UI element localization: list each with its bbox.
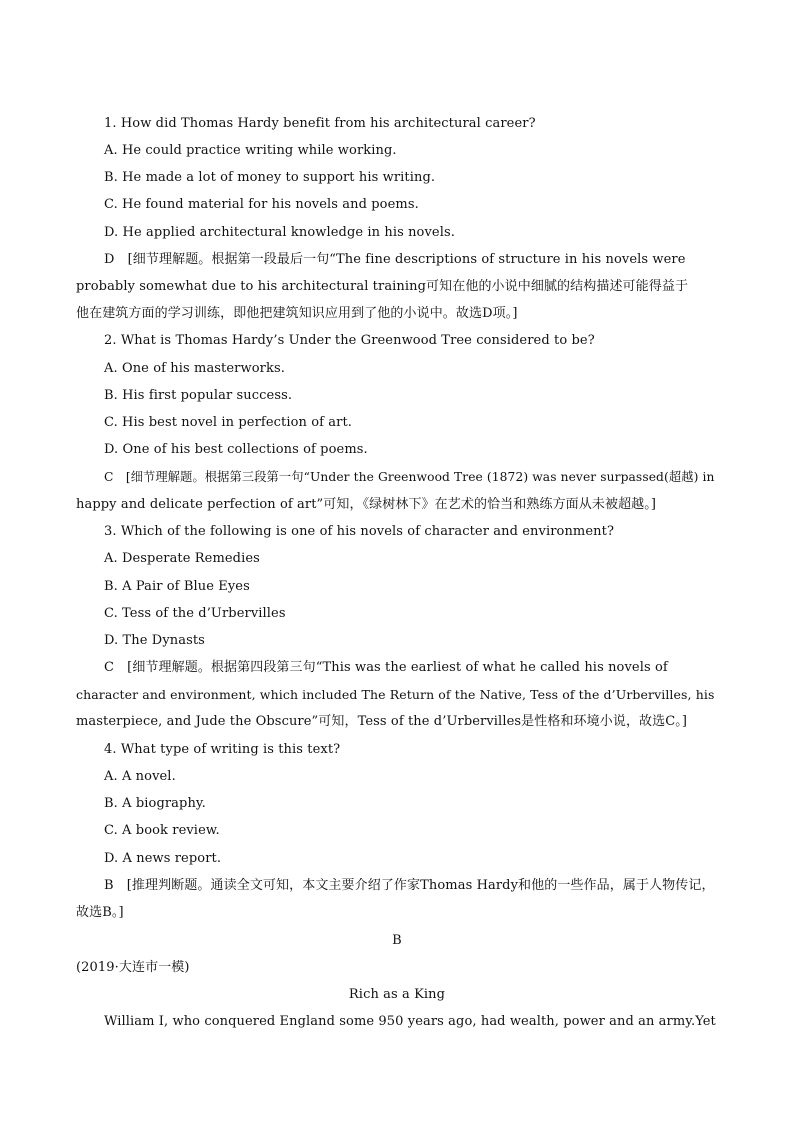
question-1-option-c: C. He found material for his novels and poems. (104, 197, 419, 212)
question-4-answer-line-2: 故选B。] (76, 905, 124, 920)
question-3-option-b: B. A Pair of Blue Eyes (104, 579, 250, 594)
question-2-stem: 2. What is Thomas Hardy’s Under the Greenwood Tree considered to be? (104, 333, 595, 348)
passage-source: (2019·大连市一模) (76, 960, 190, 975)
question-3-option-d: D. The Dynasts (104, 633, 205, 648)
question-1-stem: 1. How did Thomas Hardy benefit from his architectural career? (104, 116, 536, 131)
passage-title: Rich as a King (348, 987, 446, 1002)
section-label: B (392, 933, 402, 948)
question-4-option-b: B. A biography. (104, 796, 206, 811)
question-1-option-b: B. He made a lot of money to support his writing. (104, 170, 436, 185)
question-3-answer-line-2: character and environment, which included The Return of the Native, Tess of the d’Urbervilles, his (76, 687, 715, 702)
question-2-option-c: C. His best novel in perfection of art. (104, 415, 352, 430)
passage-first-line: William Ⅰ, who conquered England some 950 years ago, had wealth, power and an army.Yet (104, 1014, 716, 1029)
question-3-option-c: C. Tess of the d’Urbervilles (104, 606, 286, 621)
question-4-stem: 4. What type of writing is this text? (104, 742, 341, 757)
question-2-answer-line-2: happy and delicate perfection of art”可知，《绿树林下》在艺术的恰当和熟练方面从未被超越。] (76, 497, 657, 512)
question-1-answer-line-1: D [细节理解题。根据第一段最后一句“The fine descriptions of structure in his novels were (104, 252, 686, 267)
question-2-option-d: D. One of his best collections of poems. (104, 442, 368, 457)
question-1-option-d: D. He applied architectural knowledge in his novels. (104, 225, 455, 240)
question-1-option-a: A. He could practice writing while working. (104, 143, 397, 158)
question-3-answer-line-1: C [细节理解题。根据第四段第三句“This was the earliest of what he called his novels of (104, 660, 668, 675)
question-2-answer-line-1: C [细节理解题。根据第三段第一句“Under the Greenwood Tree (1872) was never surpassed(超越) in (104, 470, 715, 484)
question-3-stem: 3. Which of the following is one of his novels of character and environment? (104, 524, 615, 539)
question-3-answer-line-3: masterpiece, and Jude the Obscure”可知，Tess of the d’Urbervilles是性格和环境小说，故选C。] (76, 714, 688, 729)
question-3-option-a: A. Desperate Remedies (104, 551, 260, 566)
question-1-answer-line-2: probably somewhat due to his architectural training可知在他的小说中细腻的结构描述可能得益于 (76, 279, 689, 294)
question-2-option-b: B. His first popular success. (104, 388, 293, 403)
question-4-option-d: D. A news report. (104, 851, 222, 866)
question-4-option-a: A. A novel. (104, 769, 176, 784)
question-4-answer-line-1: B [推理判断题。通读全文可知，本文主要介绍了作家Thomas Hardy和他的一些作品，属于人物传记， (104, 878, 715, 893)
question-4-option-c: C. A book review. (104, 823, 220, 838)
question-1-answer-line-3: 他在建筑方面的学习训练，即他把建筑知识应用到了他的小说中。故选D项。] (76, 306, 518, 321)
question-2-option-a: A. One of his masterworks. (104, 361, 285, 376)
